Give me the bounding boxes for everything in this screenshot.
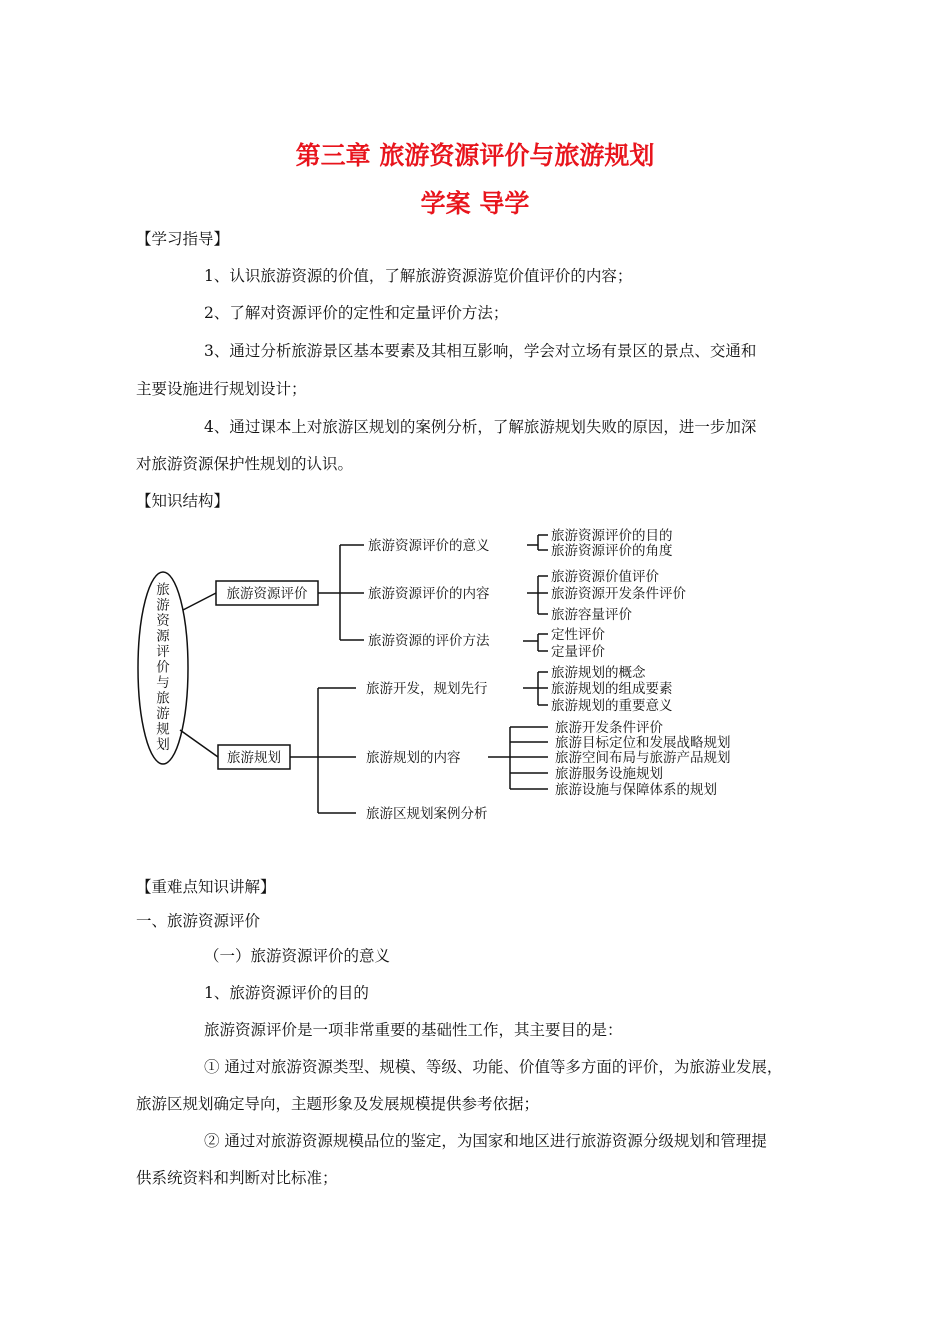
leaf-item: 定性评价 bbox=[551, 627, 605, 643]
root-label-char: 源 bbox=[156, 628, 170, 645]
paragraph: ① 通过对旅游资源类型、规模、等级、功能、价值等多方面的评价，为旅游业发展， bbox=[204, 1058, 783, 1076]
guide-item: 4、通过课本上对旅游区规划的案例分析，了解旅游规划失败的原因，进一步加深 bbox=[204, 418, 757, 436]
leaf-item: 旅游资源评价的角度 bbox=[551, 543, 673, 559]
leaf-item: 旅游资源开发条件评价 bbox=[551, 586, 686, 602]
sub-item: 旅游资源评价的意义 bbox=[368, 538, 490, 554]
sub-item: 旅游区规划案例分析 bbox=[366, 806, 488, 822]
paragraph-continued: 旅游区规划确定导向，主题形象及发展规模提供参考依据； bbox=[136, 1095, 540, 1113]
leaf-item: 旅游规划的重要意义 bbox=[551, 698, 673, 714]
leaf-item: 旅游容量评价 bbox=[551, 607, 632, 623]
leaf-item: 旅游目标定位和发展战略规划 bbox=[555, 735, 731, 751]
root-label-char: 评 bbox=[156, 644, 170, 660]
root-label-char: 旅 bbox=[156, 690, 170, 707]
leaf-item: 旅游资源价值评价 bbox=[551, 569, 659, 585]
section-title: 一、旅游资源评价 bbox=[136, 912, 261, 930]
root-label-char: 游 bbox=[156, 706, 170, 722]
root-label-char: 规 bbox=[156, 721, 170, 738]
root-label bbox=[156, 582, 170, 753]
paragraph: 旅游资源评价是一项非常重要的基础性工作，其主要目的是： bbox=[204, 1021, 623, 1039]
guide-item-continued: 主要设施进行规划设计； bbox=[136, 380, 307, 398]
root-label-char: 与 bbox=[156, 675, 170, 691]
sub-item: 旅游资源的评价方法 bbox=[368, 633, 490, 649]
guide-item: 2、了解对资源评价的定性和定量评价方法； bbox=[204, 304, 509, 322]
guide-item: 3、通过分析旅游景区基本要素及其相互影响，学会对立场有景区的景点、交通和 bbox=[204, 342, 757, 360]
root-label-char: 游 bbox=[156, 597, 170, 614]
page-title: 第三章 旅游资源评价与旅游规划 bbox=[295, 141, 655, 170]
leaf-item: 定量评价 bbox=[551, 644, 605, 660]
sub-item: 旅游规划的内容 bbox=[366, 750, 461, 766]
point-title: 1、旅游资源评价的目的 bbox=[204, 984, 369, 1002]
guide-item: 1、认识旅游资源的价值，了解旅游资源游览价值评价的内容； bbox=[204, 267, 633, 285]
explain-heading: 【重难点知识讲解】 bbox=[136, 878, 276, 896]
leaf-item: 旅游规划的概念 bbox=[551, 665, 646, 681]
root-label-char: 旅 bbox=[156, 582, 170, 598]
sub-item: 旅游资源评价的内容 bbox=[368, 586, 490, 602]
leaf-item: 旅游资源评价的目的 bbox=[551, 528, 673, 544]
root-label-char: 价 bbox=[156, 659, 170, 676]
leaf-item: 旅游规划的组成要素 bbox=[551, 681, 673, 697]
paragraph: ② 通过对旅游资源规模品位的鉴定，为国家和地区进行旅游资源分级规划和管理提 bbox=[204, 1132, 767, 1150]
leaf-item: 旅游开发条件评价 bbox=[555, 720, 663, 736]
root-label-char: 资 bbox=[156, 613, 170, 629]
paragraph-continued: 供系统资料和判断对比标准； bbox=[136, 1169, 338, 1187]
sub-item: 旅游开发，规划先行 bbox=[366, 681, 488, 697]
structure-heading: 【知识结构】 bbox=[136, 492, 230, 510]
leaf-item: 旅游设施与保障体系的规划 bbox=[555, 782, 717, 798]
guide-item-continued: 对旅游资源保护性规划的认识。 bbox=[136, 455, 354, 473]
guide-heading: 【学习指导】 bbox=[136, 230, 230, 248]
subsection-title: （一）旅游资源评价的意义 bbox=[204, 947, 391, 965]
branch1-label: 旅游资源评价 bbox=[226, 586, 308, 602]
branch2-label: 旅游规划 bbox=[227, 750, 281, 766]
root-label-char: 划 bbox=[156, 737, 170, 753]
leaf-item: 旅游空间布局与旅游产品规划 bbox=[555, 750, 731, 766]
leaf-item: 旅游服务设施规划 bbox=[555, 766, 663, 782]
page-subtitle: 学案 导学 bbox=[420, 189, 530, 218]
